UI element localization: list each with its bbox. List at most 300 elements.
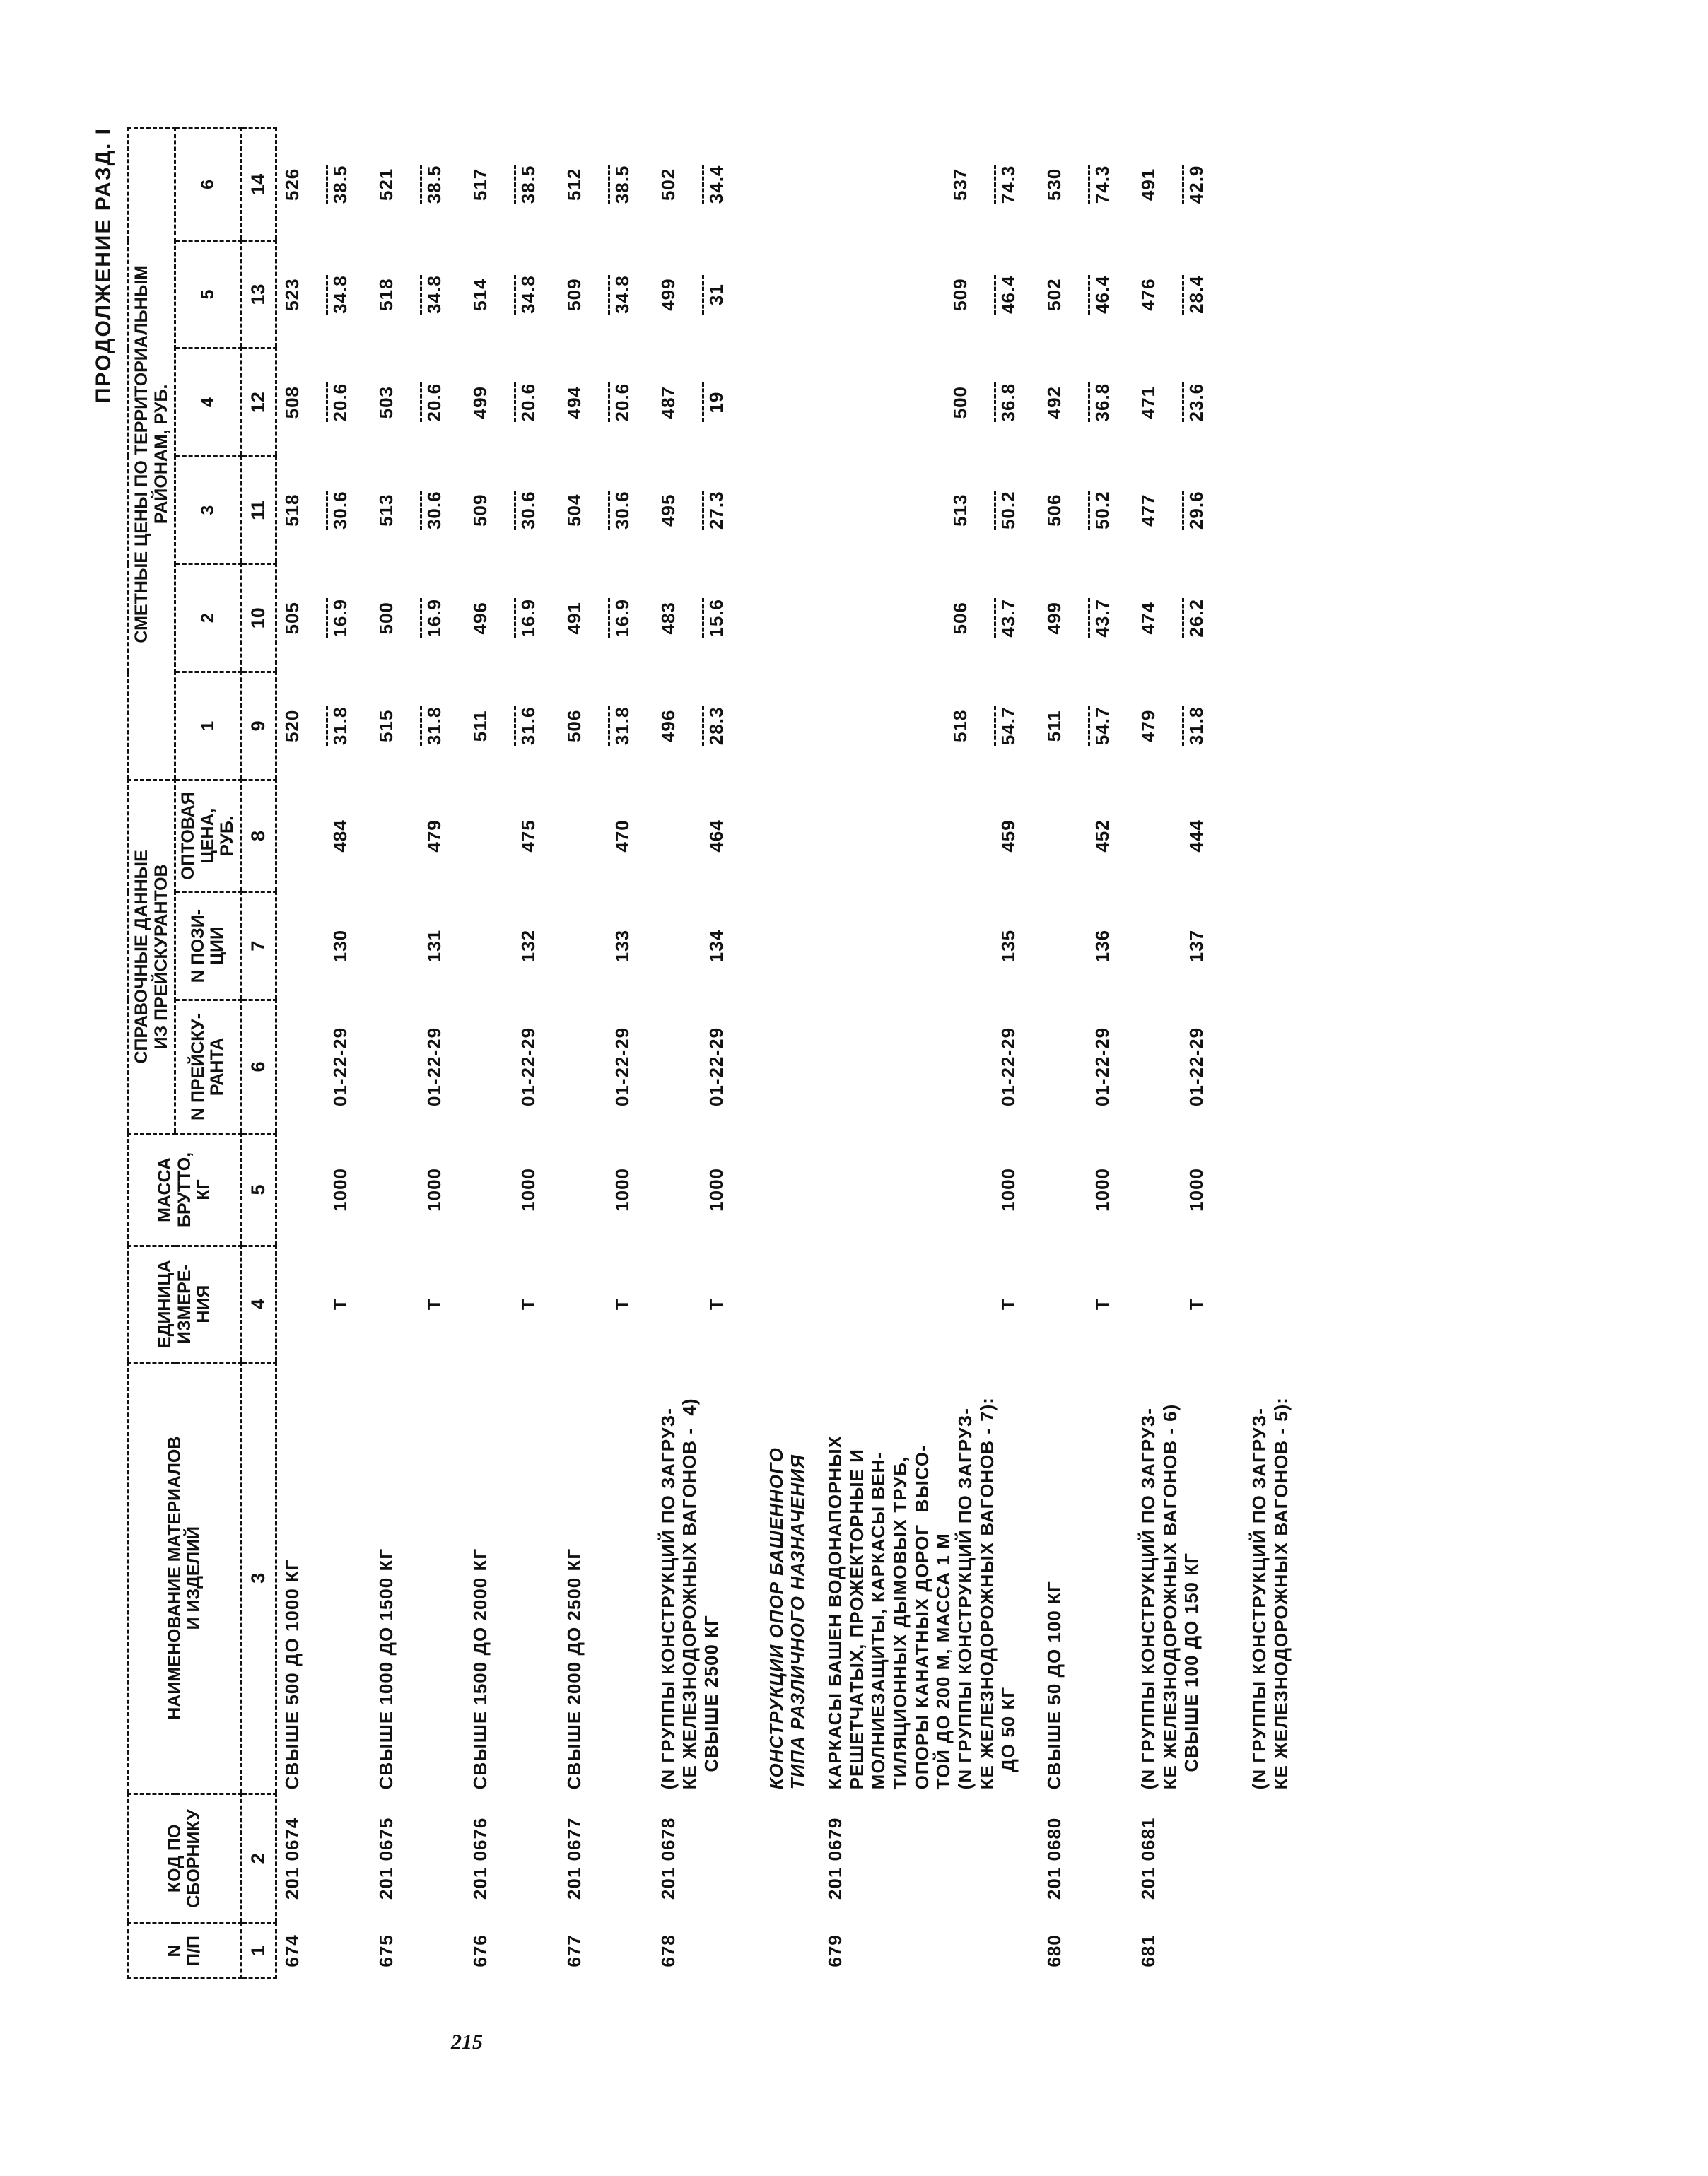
row-price-region-3 (371, 456, 450, 564)
price-fraction (1137, 598, 1207, 638)
empty-cell (747, 1794, 820, 1923)
row-price-region-5 (465, 240, 544, 349)
row-price-region-1 (1039, 672, 1118, 780)
row-price-region-5 (276, 240, 356, 349)
row-price-region-6 (1133, 129, 1212, 241)
col-number: 9 (241, 672, 276, 780)
row-number: 678 (657, 1934, 679, 1967)
transport-cost: 16.9 (608, 598, 633, 638)
row-price-region-6 (1039, 129, 1118, 241)
price-fraction (563, 382, 633, 422)
price-value: 509 (949, 278, 971, 311)
price-value: 495 (657, 493, 679, 527)
row-number: 675 (375, 1934, 397, 1967)
row-name: СВЫШЕ 1500 ДО 2000 КГ (469, 1548, 491, 1790)
row-name: СВЫШЕ 1000 ДО 1500 КГ (375, 1548, 397, 1790)
transport-cost: 15.6 (702, 598, 727, 638)
row-price-region-1 (653, 672, 732, 780)
transport-cost: 31 (702, 275, 727, 315)
price-value: 500 (375, 602, 397, 635)
row-price-region-3 (1133, 456, 1212, 564)
price-fraction (563, 491, 633, 530)
row-price-region-5 (653, 240, 732, 349)
row-price-region-4 (465, 349, 544, 457)
price-value: 487 (657, 385, 679, 419)
row-position: 136 (1092, 929, 1113, 963)
transport-cost: 16.9 (514, 598, 539, 638)
price-value: 509 (469, 493, 491, 527)
price-fraction (469, 706, 539, 746)
price-fraction (949, 491, 1019, 530)
row-spacer (1024, 129, 1039, 1979)
row-price-region-5 (371, 240, 450, 349)
price-value: 502 (657, 168, 679, 201)
row-price-region-1 (1133, 672, 1212, 780)
price-value: 506 (1043, 493, 1065, 527)
row-code: 201 0681 (1137, 1817, 1159, 1900)
transport-cost: 19 (702, 382, 727, 422)
row-pricelist: 01-22-29 (705, 1026, 727, 1107)
price-fraction (1137, 706, 1207, 746)
row-code: 201 0678 (657, 1817, 679, 1900)
col-header-region-4: 4 (175, 349, 242, 457)
table-row (465, 129, 544, 1979)
row-position: 134 (705, 929, 727, 963)
row-unit: Т (998, 1298, 1019, 1311)
empty-cell (1227, 1923, 1296, 1978)
row-code: 201 0674 (281, 1817, 303, 1900)
row-price-region-2 (653, 564, 732, 672)
price-value: 523 (281, 278, 303, 311)
row-price-region-3 (276, 456, 356, 564)
transport-cost: 74.3 (1088, 165, 1113, 204)
price-fraction (469, 598, 539, 638)
transport-cost: 31.6 (514, 706, 539, 746)
col-header-mass: МАССА БРУТТО, КГ (129, 1134, 242, 1246)
table-row (371, 129, 450, 1979)
row-wholesale: 484 (329, 819, 351, 853)
row-spacer (638, 129, 653, 1979)
transport-cost: 16.9 (420, 598, 445, 638)
row-mass: 1000 (1092, 1168, 1113, 1212)
row-pricelist: 01-22-29 (1186, 1026, 1207, 1107)
price-value: 537 (949, 168, 971, 201)
table-body (276, 129, 1296, 1979)
transport-cost: 50.2 (1088, 491, 1113, 530)
col-number: 4 (241, 1246, 276, 1362)
row-price-region-5 (559, 240, 638, 349)
price-fraction (375, 165, 445, 204)
row-price-region-4 (1133, 349, 1212, 457)
row-name: (N ГРУППЫ КОНСТРУКЦИЙ ПО ЗАГРУЗ- КЕ ЖЕЛЕЗНОДОРОЖНЫХ ВАГОНОВ - 4) СВЫШЕ 2500 КГ (657, 1398, 722, 1790)
price-fraction (1043, 598, 1113, 638)
price-table (127, 127, 1296, 1979)
table-row (1133, 129, 1212, 1979)
row-code: 201 0679 (824, 1817, 846, 1900)
row-number: 680 (1043, 1934, 1065, 1967)
price-fraction (375, 382, 445, 422)
price-value: 477 (1137, 493, 1159, 527)
price-value: 492 (1043, 385, 1065, 419)
row-price-region-2 (1039, 564, 1118, 672)
col-header-region-6: 6 (175, 129, 242, 241)
row-number: 677 (563, 1934, 585, 1967)
transport-cost: 54.7 (994, 706, 1019, 746)
price-value: 530 (1043, 168, 1065, 201)
row-unit: Т (1092, 1298, 1113, 1311)
row-price-region-6 (465, 129, 544, 241)
row-price-region-1 (820, 672, 1024, 780)
price-fraction (1137, 275, 1207, 315)
col-header-wholesale: ОПТОВАЯ ЦЕНА, РУБ. (175, 780, 242, 892)
col-header-pricelist: N ПРЕЙСКУ- РАНТА (175, 1000, 242, 1133)
row-number: 676 (469, 1934, 491, 1967)
row-pricelist: 01-22-29 (329, 1026, 351, 1107)
row-price-region-3 (559, 456, 638, 564)
transport-cost: 74.3 (994, 165, 1019, 204)
row-pricelist: 01-22-29 (611, 1026, 633, 1107)
price-value: 526 (281, 168, 303, 201)
price-value: 499 (1043, 602, 1065, 635)
row-price-region-6 (820, 129, 1024, 241)
row-price-region-2 (371, 564, 450, 672)
col-header-number: N П/П (129, 1923, 242, 1978)
row-position: 132 (517, 929, 539, 963)
col-number: 13 (241, 240, 276, 349)
empty-cell (747, 1923, 820, 1978)
row-price-region-1 (371, 672, 450, 780)
price-fraction (563, 275, 633, 315)
price-value: 515 (375, 709, 397, 743)
col-number: 14 (241, 129, 276, 241)
row-price-region-2 (559, 564, 638, 672)
transport-cost: 36.8 (1088, 382, 1113, 422)
transport-cost: 30.6 (326, 491, 351, 530)
price-value: 471 (1137, 385, 1159, 419)
col-number: 7 (241, 892, 276, 1000)
row-mass: 1000 (329, 1168, 351, 1212)
row-mass: 1000 (998, 1168, 1019, 1212)
price-value: 496 (657, 709, 679, 743)
row-unit: Т (329, 1298, 351, 1311)
col-number: 8 (241, 780, 276, 892)
transport-cost: 34.8 (514, 275, 539, 315)
page-header: ПРОДОЛЖЕНИЕ РАЗД. I (92, 127, 115, 404)
price-value: 512 (563, 168, 585, 201)
col-number: 5 (241, 1134, 276, 1246)
price-fraction (657, 598, 727, 638)
row-price-region-1 (559, 672, 638, 780)
row-spacer (1212, 129, 1227, 1979)
transport-cost: 31.8 (1182, 706, 1207, 746)
row-name: СВЫШЕ 50 ДО 100 КГ (1043, 1581, 1065, 1790)
row-wholesale: 475 (517, 819, 539, 853)
transport-cost: 34.4 (702, 165, 727, 204)
price-fraction (1137, 165, 1207, 204)
col-header-code: КОД ПО СБОРНИКУ (129, 1794, 242, 1923)
transport-cost: 31.8 (420, 706, 445, 746)
row-price-region-3 (653, 456, 732, 564)
transport-cost: 31.8 (326, 706, 351, 746)
price-fraction (375, 275, 445, 315)
row-wholesale: 470 (611, 819, 633, 853)
price-value: 491 (1137, 168, 1159, 201)
price-fraction (1043, 275, 1113, 315)
trailing-note: (N ГРУППЫ КОНСТРУКЦИЙ ПО ЗАГРУЗ- КЕ ЖЕЛЕЗНОДОРОЖНЫХ ВАГОНОВ - 5): (1248, 1397, 1292, 1790)
rotated-page (92, 127, 1633, 1979)
price-value: 518 (375, 278, 397, 311)
price-value: 517 (469, 168, 491, 201)
row-price-region-1 (276, 672, 356, 780)
price-value: 483 (657, 602, 679, 635)
price-value: 511 (1043, 710, 1065, 742)
row-price-region-2 (820, 564, 1024, 672)
price-fraction (949, 382, 1019, 422)
price-fraction (281, 491, 351, 530)
row-unit: Т (517, 1298, 539, 1311)
price-fraction (657, 165, 727, 204)
price-fraction (1137, 382, 1207, 422)
price-value: 518 (949, 709, 971, 743)
row-unit: Т (611, 1298, 633, 1311)
row-spacer (544, 129, 559, 1979)
col-number: 10 (241, 564, 276, 672)
price-fraction (657, 491, 727, 530)
transport-cost: 20.6 (608, 382, 633, 422)
price-fraction (469, 491, 539, 530)
price-fraction (281, 275, 351, 315)
transport-cost: 31.8 (608, 706, 633, 746)
row-number: 674 (281, 1934, 303, 1967)
row-price-region-6 (653, 129, 732, 241)
price-value: 502 (1043, 278, 1065, 311)
row-wholesale: 464 (705, 819, 727, 853)
row-code: 201 0675 (375, 1817, 397, 1900)
transport-cost: 28.3 (702, 706, 727, 746)
transport-cost: 36.8 (994, 382, 1019, 422)
transport-cost: 30.6 (514, 491, 539, 530)
price-value: 513 (949, 493, 971, 527)
table-row (820, 129, 1024, 1979)
price-fraction (375, 598, 445, 638)
price-fraction (375, 491, 445, 530)
transport-cost: 34.8 (420, 275, 445, 315)
row-unit: Т (705, 1298, 727, 1311)
price-value: 511 (469, 710, 491, 742)
row-mass: 1000 (611, 1168, 633, 1212)
col-number: 1 (241, 1923, 276, 1978)
row-mass: 1000 (1186, 1168, 1207, 1212)
row-code: 201 0676 (469, 1817, 491, 1900)
transport-cost: 38.5 (608, 165, 633, 204)
price-value: 500 (949, 385, 971, 419)
price-fraction (563, 598, 633, 638)
price-fraction (949, 598, 1019, 638)
row-code: 201 0677 (563, 1817, 585, 1900)
row-pricelist: 01-22-29 (1092, 1026, 1113, 1107)
price-value: 499 (657, 278, 679, 311)
row-spacer (1118, 129, 1133, 1979)
price-fraction (563, 165, 633, 204)
row-price-region-5 (1133, 240, 1212, 349)
price-fraction (949, 275, 1019, 315)
transport-cost: 29.6 (1182, 491, 1207, 530)
row-price-region-4 (653, 349, 732, 457)
row-name: КАРКАСЫ БАШЕН ВОДОНАПОРНЫХ РЕШЕТЧАТЫХ, ПРОЖЕКТОРНЫЕ И МОЛНИЕЗАЩИТЫ, КАРКАСЫ ВЕН- ТИЛЯЦИОННЫХ ДЫМОВЫХ ТРУБ, ОПОРЫ КАНАТНЫХ ДОРОГ ВЫСО- ТОЙ ДО 200 М, МАССА 1 М (N ГРУППЫ КОНСТРУКЦИЙ ПО ЗАГРУЗ- КЕ ЖЕЛЕЗНОДОРОЖНЫХ ВАГОНОВ - 7): ДО 50 КГ (824, 1397, 1019, 1790)
row-price-region-4 (1039, 349, 1118, 457)
transport-cost: 46.4 (994, 275, 1019, 315)
row-position: 133 (611, 929, 633, 963)
col-header-unit: ЕДИНИЦА ИЗМЕРЕ- НИЯ (129, 1246, 242, 1362)
transport-cost: 20.6 (326, 382, 351, 422)
price-value: 496 (469, 602, 491, 635)
row-wholesale: 479 (423, 819, 445, 853)
col-header-reference: СПРАВОЧНЫЕ ДАННЫЕ ИЗ ПРЕЙСКУРАНТОВ (129, 780, 175, 1133)
price-value: 491 (563, 602, 585, 635)
transport-cost: 46.4 (1088, 275, 1113, 315)
price-value: 506 (949, 602, 971, 635)
price-fraction (469, 275, 539, 315)
row-position: 135 (998, 929, 1019, 963)
price-fraction (657, 382, 727, 422)
col-number: 3 (241, 1362, 276, 1794)
price-fraction (657, 706, 727, 746)
row-price-region-6 (559, 129, 638, 241)
transport-cost: 38.5 (514, 165, 539, 204)
col-header-prices: СМЕТНЫЕ ЦЕНЫ ПО ТЕРРИТОРИАЛЬНЫМ РАЙОНАМ, РУБ. (129, 129, 175, 780)
price-fraction (1043, 165, 1113, 204)
row-name: СВЫШЕ 500 ДО 1000 КГ (281, 1559, 303, 1790)
price-value: 513 (375, 493, 397, 527)
page-number: 215 (451, 2030, 483, 2054)
col-number: 2 (241, 1794, 276, 1923)
col-number: 12 (241, 349, 276, 457)
transport-cost: 28.4 (1182, 275, 1207, 315)
col-header-region-3: 3 (175, 456, 242, 564)
transport-cost: 54.7 (1088, 706, 1113, 746)
price-fraction (1043, 706, 1113, 746)
row-price-region-2 (465, 564, 544, 672)
transport-cost: 16.9 (326, 598, 351, 638)
row-price-region-4 (276, 349, 356, 457)
transport-cost: 38.5 (326, 165, 351, 204)
col-number: 11 (241, 456, 276, 564)
table-row (276, 129, 356, 1979)
row-wholesale: 444 (1186, 819, 1207, 853)
row-price-region-4 (371, 349, 450, 457)
price-fraction (1043, 382, 1113, 422)
price-fraction (1137, 491, 1207, 530)
col-header-region-5: 5 (175, 240, 242, 349)
transport-cost: 20.6 (514, 382, 539, 422)
row-price-region-2 (1133, 564, 1212, 672)
row-unit: Т (1186, 1298, 1207, 1311)
row-price-region-4 (820, 349, 1024, 457)
table-row (653, 129, 732, 1979)
price-fraction (281, 598, 351, 638)
row-price-region-6 (276, 129, 356, 241)
row-mass: 1000 (517, 1168, 539, 1212)
price-value: 506 (563, 709, 585, 743)
price-fraction (469, 382, 539, 422)
transport-cost: 38.5 (420, 165, 445, 204)
price-value: 494 (563, 385, 585, 419)
price-value: 479 (1137, 709, 1159, 743)
row-price-region-5 (1039, 240, 1118, 349)
price-value: 514 (469, 278, 491, 311)
row-pricelist: 01-22-29 (998, 1026, 1019, 1107)
price-fraction (1043, 491, 1113, 530)
price-value: 499 (469, 385, 491, 419)
transport-cost: 26.2 (1182, 598, 1207, 638)
price-fraction (375, 706, 445, 746)
price-value: 518 (281, 493, 303, 527)
col-number: 6 (241, 1000, 276, 1133)
transport-cost: 42.9 (1182, 165, 1207, 204)
price-fraction (281, 706, 351, 746)
price-fraction (949, 706, 1019, 746)
transport-cost: 20.6 (420, 382, 445, 422)
transport-cost: 43.7 (1088, 598, 1113, 638)
price-value: 504 (563, 493, 585, 527)
price-value: 503 (375, 385, 397, 419)
transport-cost: 43.7 (994, 598, 1019, 638)
trailing-note-row (1227, 129, 1296, 1979)
row-number: 681 (1137, 1934, 1159, 1967)
price-value: 509 (563, 278, 585, 311)
row-price-region-6 (371, 129, 450, 241)
price-fraction (469, 165, 539, 204)
row-spacer (356, 129, 371, 1979)
price-fraction (281, 382, 351, 422)
transport-cost: 50.2 (994, 491, 1019, 530)
row-spacer (450, 129, 465, 1979)
row-unit: Т (423, 1298, 445, 1311)
transport-cost: 30.6 (420, 491, 445, 530)
transport-cost: 27.3 (702, 491, 727, 530)
table-row (1039, 129, 1118, 1979)
row-price-region-2 (276, 564, 356, 672)
transport-cost: 30.6 (608, 491, 633, 530)
price-value: 520 (281, 709, 303, 743)
price-value: 508 (281, 385, 303, 419)
price-value: 521 (375, 168, 397, 201)
price-fraction (563, 706, 633, 746)
row-price-region-3 (1039, 456, 1118, 564)
row-price-region-5 (820, 240, 1024, 349)
price-fraction (281, 165, 351, 204)
row-price-region-4 (559, 349, 638, 457)
transport-cost: 23.6 (1182, 382, 1207, 422)
row-mass: 1000 (423, 1168, 445, 1212)
price-value: 505 (281, 602, 303, 635)
row-wholesale: 459 (998, 819, 1019, 853)
row-mass: 1000 (705, 1168, 727, 1212)
section-title-row (747, 129, 820, 1979)
price-value: 476 (1137, 278, 1159, 311)
row-name: (N ГРУППЫ КОНСТРУКЦИЙ ПО ЗАГРУЗ- КЕ ЖЕЛЕЗНОДОРОЖНЫХ ВАГОНОВ - 6) СВЫШЕ 100 ДО 150 КГ (1137, 1403, 1203, 1790)
row-pricelist: 01-22-29 (423, 1026, 445, 1107)
row-position: 130 (329, 929, 351, 963)
section-title: КОНСТРУКЦИИ ОПОР БАШЕННОГО ТИПА РАЗЛИЧНОГО НАЗНАЧЕНИЯ (765, 1447, 809, 1790)
col-header-region-1: 1 (175, 672, 242, 780)
col-header-region-2: 2 (175, 564, 242, 672)
row-position: 131 (423, 929, 445, 963)
row-price-region-3 (465, 456, 544, 564)
row-name: СВЫШЕ 2000 ДО 2500 КГ (563, 1548, 585, 1790)
transport-cost: 34.8 (608, 275, 633, 315)
row-position: 137 (1186, 929, 1207, 963)
